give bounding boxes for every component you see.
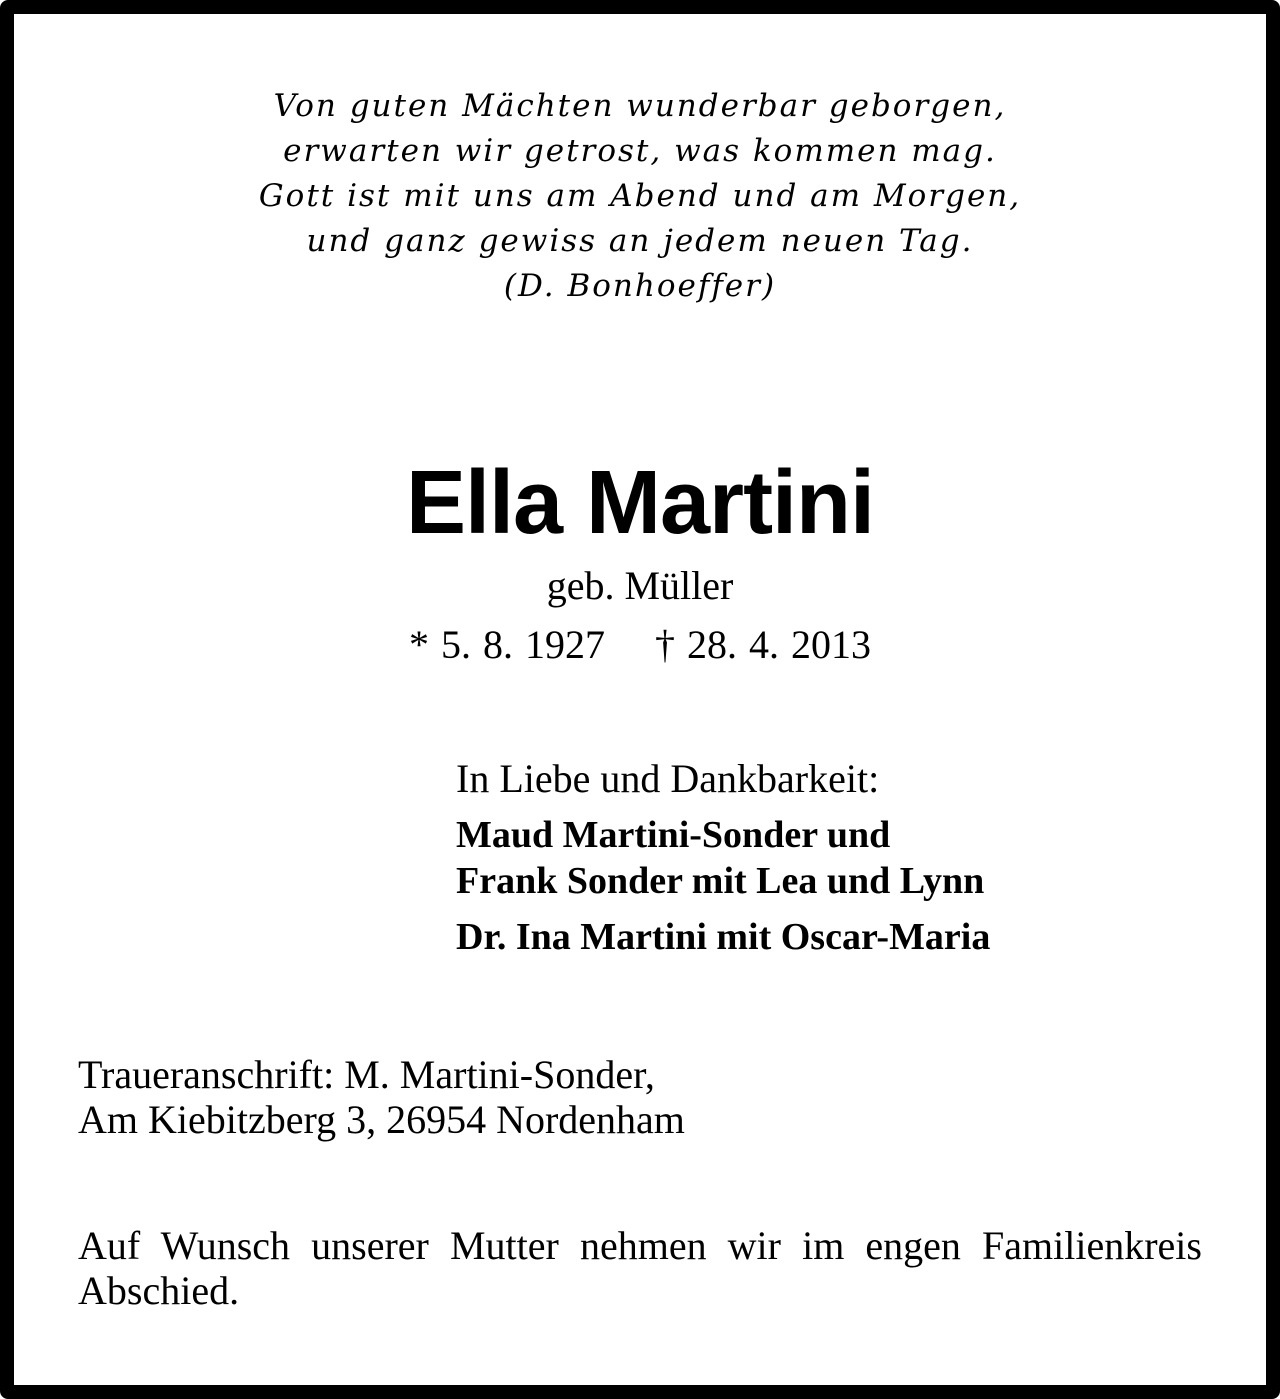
deceased-name: Ella Martini — [405, 453, 875, 553]
mourner-line: Maud Martini-Sonder und — [456, 814, 891, 856]
poem-line: Gott ist mit uns am Abend und am Morgen, — [258, 178, 1022, 214]
mourner-group — [456, 914, 1236, 960]
life-dates — [0, 621, 1280, 669]
poem-attribution: (D. Bonhoeffer) — [503, 268, 777, 304]
mourners-block — [456, 756, 1236, 960]
poem-line: erwarten wir getrost, was kommen mag. — [283, 133, 997, 169]
death-date: † 28. 4. 2013 — [655, 622, 871, 667]
mourner-group — [456, 812, 1236, 904]
mourners-intro: In Liebe und Dankbarkeit: — [456, 756, 880, 801]
farewell-notice: Auf Wunsch unserer Mutter nehmen wir im engen Familienkreis Abschied. — [78, 1223, 1202, 1313]
address-line: Am Kiebitzberg 3, 26954 Nordenham — [78, 1097, 685, 1142]
poem-line: Von guten Mächten wunderbar geborgen, — [273, 88, 1007, 124]
mourner-line: Dr. Ina Martini mit Oscar-Maria — [456, 916, 991, 958]
address-line: Traueranschrift: M. Martini-Sonder, — [78, 1052, 655, 1097]
maiden-name: geb. Müller — [546, 563, 734, 608]
poem-line: und ganz gewiss an jedem neuen Tag. — [306, 223, 974, 259]
poem-quote — [0, 84, 1280, 309]
mourner-line: Frank Sonder mit Lea und Lynn — [456, 860, 985, 902]
mourning-address — [78, 1052, 1202, 1142]
birth-date: * 5. 8. 1927 — [409, 622, 605, 667]
